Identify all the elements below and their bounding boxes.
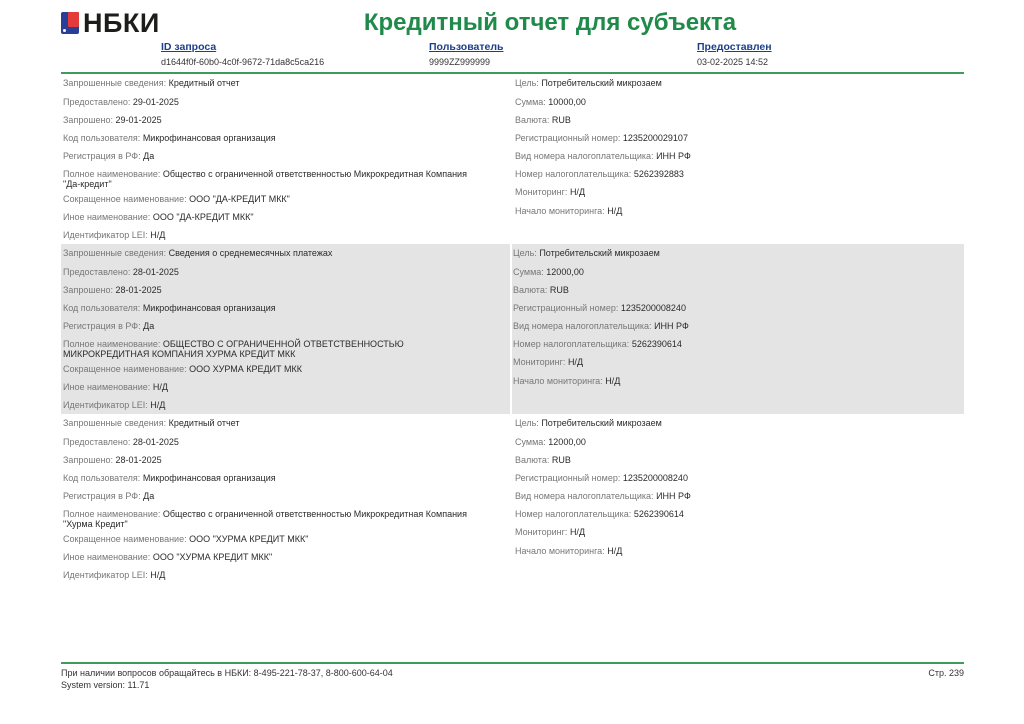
page-number: Стр. 239 [928, 668, 964, 678]
field-short-name: Сокращенное наименование: ООО "ХУРМА КРЕДИТ МКК" [63, 534, 309, 544]
field-short-name: Сокращенное наименование: ООО ХУРМА КРЕДИТ МКК [63, 364, 303, 374]
field-lei: Идентификатор LEI: Н/Д [63, 230, 166, 240]
field-short-name: Сокращенное наименование: ООО "ДА-КРЕДИТ МКК" [63, 194, 290, 204]
field-provided: Предоставлено: 28-01-2025 [63, 267, 179, 277]
field-monitoring-start: Начало мониторинга: Н/Д [515, 206, 623, 216]
field-taxpayer-type: Вид номера налогоплательщика: ИНН РФ [515, 491, 691, 501]
field-purpose: Цель: Потребительский микрозаем [515, 78, 662, 88]
field-other-name: Иное наименование: ООО "ХУРМА КРЕДИТ МКК" [63, 552, 273, 562]
field-requested: Запрошено: 29-01-2025 [63, 115, 162, 125]
header-provided [697, 41, 772, 68]
field-lei: Идентификатор LEI: Н/Д [63, 570, 166, 580]
field-currency: Валюта: RUB [515, 455, 571, 465]
field-monitoring: Мониторинг: Н/Д [513, 357, 584, 367]
field-amount: Сумма: 10000,00 [515, 97, 586, 107]
page-title: Кредитный отчет для субъекта [363, 9, 737, 36]
field-provided: Предоставлено: 28-01-2025 [63, 437, 179, 447]
header-user [429, 41, 503, 68]
field-taxpayer-type: Вид номера налогоплательщика: ИНН РФ [513, 321, 689, 331]
request-id-label: ID запроса [161, 41, 217, 53]
user-value: 9999ZZ999999 [429, 57, 491, 67]
field-full-name: Полное наименование: ОБЩЕСТВО С ОГРАНИЧЕННОЙ ОТВЕТСТВЕННОСТЬЮ МИКРОКРЕДИТНАЯ КОМПАНИЯ ХУРМА КРЕДИТ МКК [63, 339, 404, 359]
footer-contact: При наличии вопросов обращайтесь в НБКИ: 8-495-221-78-37, 8-800-600-64-04 [61, 668, 393, 678]
field-requested-info: Запрошенные сведения: Кредитный отчет [63, 418, 240, 428]
field-requested: Запрошено: 28-01-2025 [63, 285, 162, 295]
field-other-name: Иное наименование: Н/Д [63, 382, 168, 392]
field-amount: Сумма: 12000,00 [513, 267, 584, 277]
field-monitoring: Мониторинг: Н/Д [515, 527, 586, 537]
header-request-id [161, 41, 324, 68]
inquiry-record [61, 74, 964, 244]
field-user-code: Код пользователя: Микрофинансовая организация [63, 473, 276, 483]
field-user-code: Код пользователя: Микрофинансовая организация [63, 133, 276, 143]
field-requested: Запрошено: 28-01-2025 [63, 455, 162, 465]
field-taxpayer-number: Номер налогоплательщика: 5262390614 [515, 509, 684, 519]
field-registration: Регистрация в РФ: Да [63, 151, 155, 161]
inquiry-records [61, 74, 964, 584]
field-provided: Предоставлено: 29-01-2025 [63, 97, 179, 107]
field-currency: Валюта: RUB [515, 115, 571, 125]
field-taxpayer-number: Номер налогоплательщика: 5262390614 [513, 339, 682, 349]
inquiry-record [61, 414, 964, 584]
column-divider [510, 244, 512, 414]
field-monitoring-start: Начало мониторинга: Н/Д [515, 546, 623, 556]
field-lei: Идентификатор LEI: Н/Д [63, 400, 166, 410]
provided-label: Предоставлен [697, 41, 772, 53]
nbki-logo-icon [61, 12, 79, 34]
logo-text: НБКИ [83, 7, 160, 38]
field-other-name: Иное наименование: ООО "ДА-КРЕДИТ МКК" [63, 212, 254, 222]
field-full-name: Полное наименование: Общество с ограниченной ответственностью Микрокредитная Компания "Хурма Кредит" [63, 509, 467, 529]
inquiry-record [61, 244, 964, 414]
provided-value: 03-02-2025 14:52 [697, 57, 769, 67]
field-full-name: Полное наименование: Общество с ограниченной ответственностью Микрокредитная Компания "Да-кредит" [63, 169, 467, 189]
field-monitoring-start: Начало мониторинга: Н/Д [513, 376, 621, 386]
field-registration: Регистрация в РФ: Да [63, 491, 155, 501]
field-reg-number: Регистрационный номер: 1235200029107 [515, 133, 688, 143]
field-purpose: Цель: Потребительский микрозаем [515, 418, 662, 428]
field-taxpayer-type: Вид номера налогоплательщика: ИНН РФ [515, 151, 691, 161]
field-user-code: Код пользователя: Микрофинансовая организация [63, 303, 276, 313]
field-requested-info: Запрошенные сведения: Сведения о среднемесячных платежах [63, 248, 333, 258]
field-purpose: Цель: Потребительский микрозаем [513, 248, 660, 258]
field-amount: Сумма: 12000,00 [515, 437, 586, 447]
field-reg-number: Регистрационный номер: 1235200008240 [515, 473, 688, 483]
user-label: Пользователь [429, 41, 504, 53]
field-registration: Регистрация в РФ: Да [63, 321, 155, 331]
field-requested-info: Запрошенные сведения: Кредитный отчет [63, 78, 240, 88]
field-currency: Валюта: RUB [513, 285, 569, 295]
footer-version: System version: 11.71 [61, 680, 150, 690]
nbki-logo [61, 8, 160, 38]
field-reg-number: Регистрационный номер: 1235200008240 [513, 303, 686, 313]
field-taxpayer-number: Номер налогоплательщика: 5262392883 [515, 169, 684, 179]
field-monitoring: Мониторинг: Н/Д [515, 187, 586, 197]
request-id-value: d1644f0f-60b0-4c0f-9672-71da8c5ca216 [161, 57, 325, 67]
footer-divider [61, 662, 964, 664]
